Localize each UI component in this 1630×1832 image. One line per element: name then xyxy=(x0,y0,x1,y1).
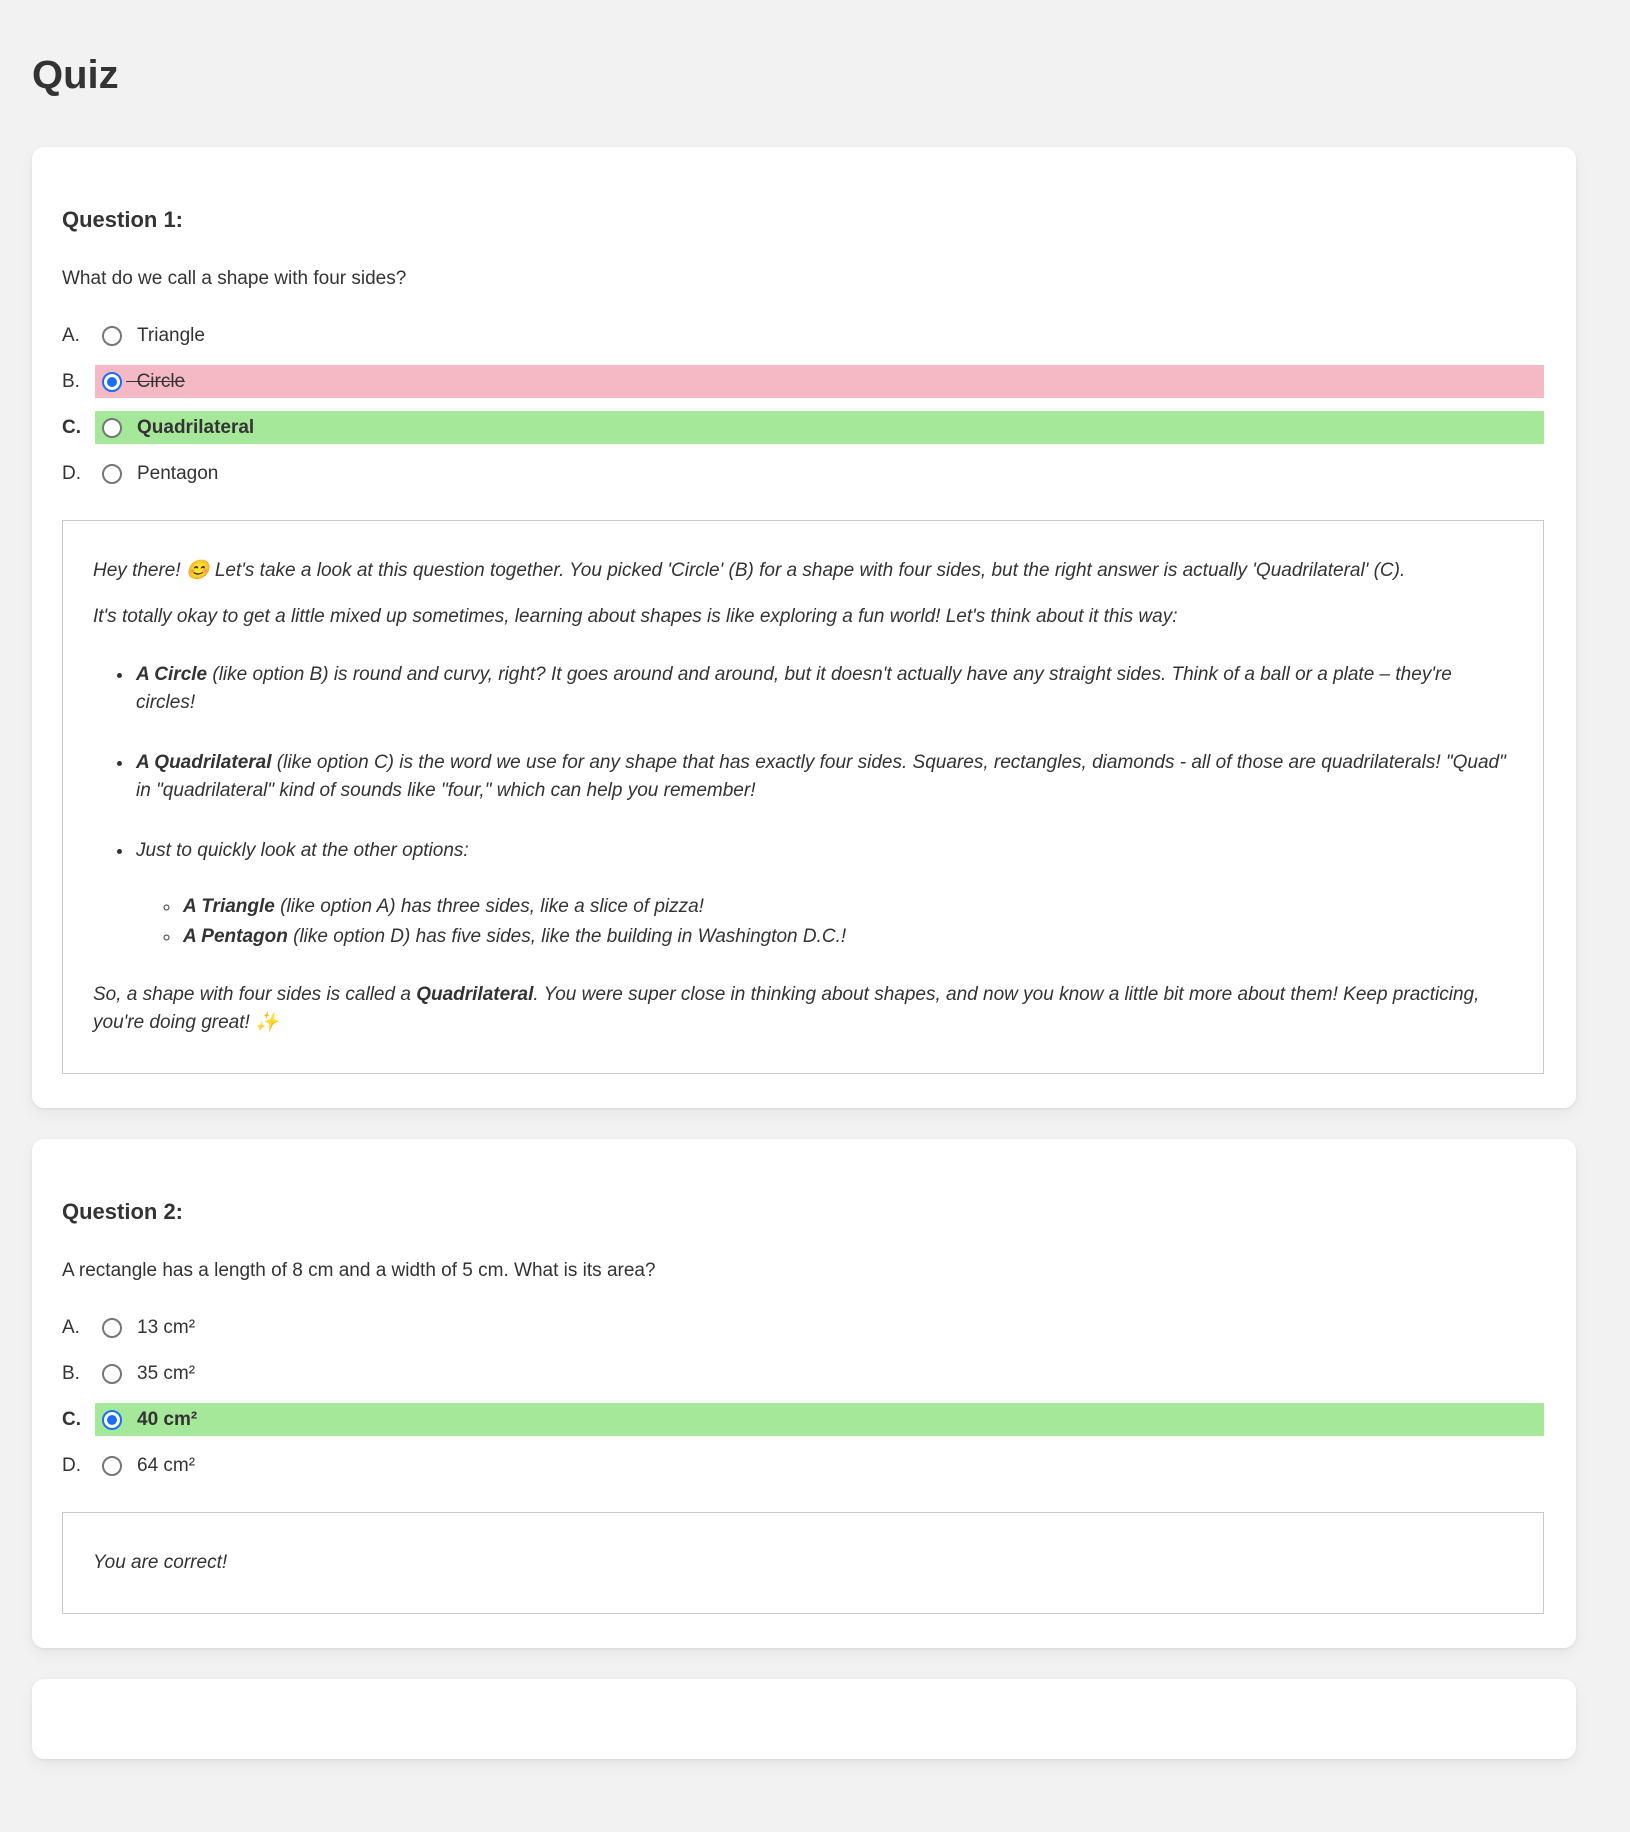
option-label-q1-d: Pentagon xyxy=(137,462,219,484)
option-letter-q1-a: A. xyxy=(62,324,80,346)
page-title: Quiz xyxy=(32,53,119,97)
question-1-text: What do we call a shape with four sides? xyxy=(62,268,407,289)
question-1-card xyxy=(32,147,1576,1108)
question-2-options xyxy=(62,1311,1544,1482)
option-label-q2-a: 13 cm² xyxy=(137,1316,196,1338)
radio-button-q1-d[interactable] xyxy=(102,464,122,484)
option-body-q1-a xyxy=(95,319,1544,352)
radio-button-q1-a[interactable] xyxy=(102,326,122,346)
option-body-q1-d xyxy=(95,457,1544,490)
option-label-q2-c: 40 cm² xyxy=(137,1408,198,1430)
feedback-sub-bullet-triangle: ◦ A Triangle (like option A) has three sides, like a slice of pizza! xyxy=(181,893,1513,921)
feedback-bullet-list xyxy=(93,661,1513,951)
radio-button-q2-b[interactable] xyxy=(102,1364,122,1384)
option-letter-q2-b: B. xyxy=(62,1362,80,1384)
feedback-bullet-circle: • A Circle (like option B) is round and curvy, right? It goes around and around, but it doesn't actually have any straight sides. Think of a ball or a plate – they're circles! xyxy=(134,661,1513,717)
option-row-q2-b xyxy=(62,1357,1544,1390)
feedback-paragraph-2: It's totally okay to get a little mixed up sometimes, learning about shapes is like exploring a fun world! Let's think about it this way: xyxy=(93,606,1178,627)
option-row-q2-d xyxy=(62,1449,1544,1482)
feedback-bullet-other-options: • Just to quickly look at the other options: ◦ A Triangle (like option A) has three sides, like a slice of pizza! ◦ A Pentagon (like option D) has five sides, like the building in Washington D.C.! xyxy=(134,837,1513,951)
question-1-heading: Question 1: xyxy=(62,207,184,232)
option-label-q2-d: 64 cm² xyxy=(137,1454,196,1476)
feedback-sub-bullet-list xyxy=(136,893,1513,951)
question-2-text: A rectangle has a length of 8 cm and a width of 5 cm. What is its area? xyxy=(62,1260,656,1281)
option-label-q1-a: Triangle xyxy=(137,324,205,346)
option-row-q1-d xyxy=(62,457,1544,490)
option-letter-q2-a: A. xyxy=(62,1316,80,1338)
option-letter-q1-c: C. xyxy=(62,416,81,438)
option-letter-q1-d: D. xyxy=(62,462,81,484)
option-body-q2-a xyxy=(95,1311,1544,1344)
option-body-q1-c xyxy=(95,411,1544,444)
feedback-correct-message: You are correct! xyxy=(93,1552,228,1573)
option-row-q1-b xyxy=(62,365,1544,398)
option-letter-q1-b: B. xyxy=(62,370,80,392)
question-1-feedback-box xyxy=(62,520,1544,1074)
radio-button-q2-a[interactable] xyxy=(102,1318,122,1338)
question-3-card-stub xyxy=(32,1679,1576,1759)
option-row-q2-a xyxy=(62,1311,1544,1344)
option-row-q2-c xyxy=(62,1403,1544,1436)
feedback-paragraph-1: Hey there! 😊 Let's take a look at this question together. You picked 'Circle' (B) for a shape with four sides, but the right answer is actually 'Quadrilateral' (C). xyxy=(93,560,1406,581)
option-row-q1-c xyxy=(62,411,1544,444)
option-body-q2-d xyxy=(95,1449,1544,1482)
option-letter-q2-c: C. xyxy=(62,1408,81,1430)
radio-button-q1-c[interactable] xyxy=(102,418,122,438)
option-label-q1-b: Circle xyxy=(136,370,186,392)
option-body-q1-b xyxy=(95,365,1544,398)
radio-button-q2-c-selected[interactable] xyxy=(102,1410,122,1430)
feedback-sub-bullet-pentagon: ◦ A Pentagon (like option D) has five sides, like the building in Washington D.C.! xyxy=(181,923,1513,951)
radio-button-q1-b-selected[interactable] xyxy=(102,372,122,392)
option-label-q2-b: 35 cm² xyxy=(137,1362,196,1384)
option-label-q1-c: Quadrilateral xyxy=(137,416,255,438)
option-body-q2-b xyxy=(95,1357,1544,1390)
feedback-paragraph-3: So, a shape with four sides is called a Quadrilateral. You were super close in thinking about shapes, and now you know a little bit more about them! Keep practicing, you're doing great! ✨ xyxy=(93,984,1480,1033)
question-1-options xyxy=(62,319,1544,490)
question-2-feedback-box xyxy=(62,1512,1544,1614)
option-body-q2-c xyxy=(95,1403,1544,1436)
option-letter-q2-d: D. xyxy=(62,1454,81,1476)
option-row-q1-a xyxy=(62,319,1544,352)
radio-button-q2-d[interactable] xyxy=(102,1456,122,1476)
feedback-bullet-quadrilateral: • A Quadrilateral (like option C) is the word we use for any shape that has exactly four sides. Squares, rectangles, diamonds - all of those are quadrilaterals! "Quad" in "quadrilateral" kind of sounds like "four," which can help you remember! xyxy=(134,749,1513,805)
question-2-card xyxy=(32,1139,1576,1648)
question-2-heading: Question 2: xyxy=(62,1199,184,1224)
